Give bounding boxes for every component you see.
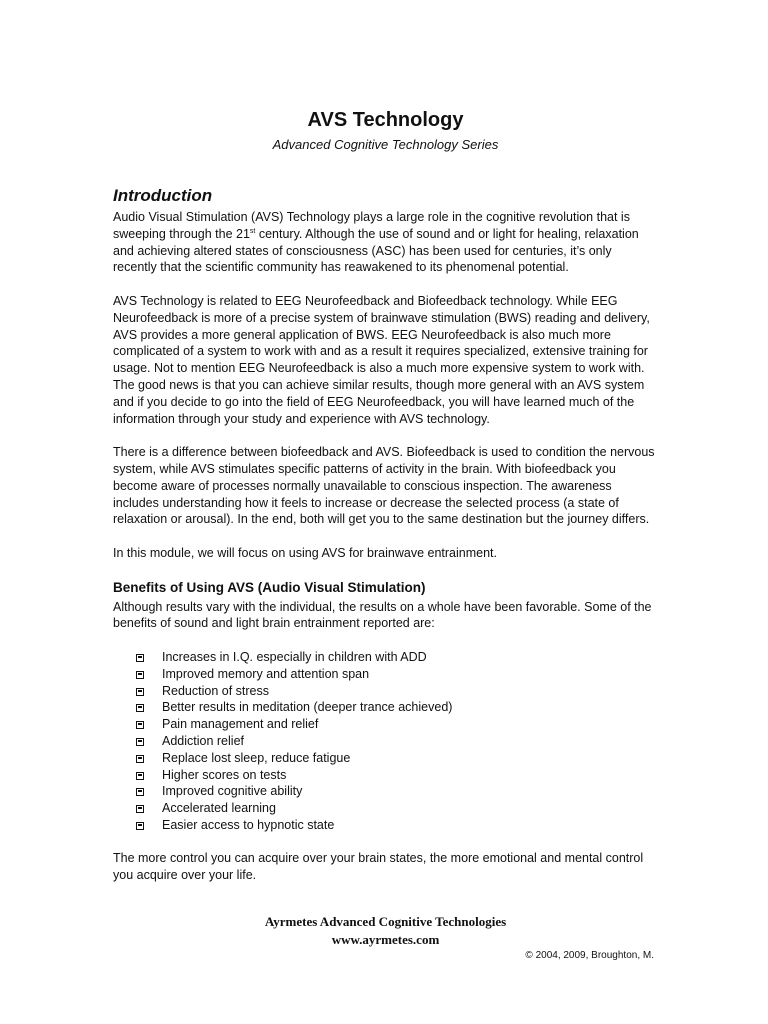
introduction-paragraph-1: [113, 209, 658, 276]
introduction-heading: Introduction: [113, 186, 213, 205]
square-bullet-icon: [136, 671, 144, 679]
intro-p1-text-b: century. Although the use of sound and or light for healing, relaxation and achieving altered states of consciousness (ASC) has been used for centuries, it’s only recently that the scientific community has reawakened to its phenomenal potential.: [113, 226, 639, 275]
list-item: [136, 716, 658, 733]
list-item-text: Accelerated learning: [162, 801, 276, 816]
list-item: [136, 649, 658, 666]
list-item: [136, 699, 658, 716]
document-subtitle: Advanced Cognitive Technology Series: [272, 137, 499, 152]
footer-copyright: © 2004, 2009, Broughton, M.: [525, 950, 654, 961]
benefits-heading: Benefits of Using AVS (Audio Visual Stimulation): [113, 579, 426, 595]
list-item: [136, 783, 658, 800]
list-item-text: Higher scores on tests: [162, 767, 287, 782]
list-item: [136, 800, 658, 817]
list-item: [136, 683, 658, 700]
footer-company-name: Ayrmetes Advanced Cognitive Technologies: [264, 914, 507, 929]
square-bullet-icon: [136, 822, 144, 830]
list-item-text: Easier access to hypnotic state: [162, 817, 335, 832]
square-bullet-icon: [136, 688, 144, 696]
list-item-text: Pain management and relief: [162, 717, 319, 732]
square-bullet-icon: [136, 721, 144, 729]
list-item: [136, 817, 658, 834]
introduction-paragraph-4: In this module, we will focus on using AVS for brainwave entrainment.: [113, 545, 497, 560]
ordinal-suffix: st: [249, 227, 256, 235]
document-title: AVS Technology: [307, 109, 464, 131]
intro-p1-text-a: Audio Visual Stimulation (AVS) Technology plays a large role in the cognitive revolution that is sweeping through the 21: [113, 210, 630, 241]
list-item-text: Increases in I.Q. especially in children with ADD: [162, 649, 427, 664]
list-item: [136, 750, 658, 767]
square-bullet-icon: [136, 755, 144, 763]
list-item-text: Improved memory and attention span: [162, 666, 370, 681]
list-item-text: Addiction relief: [162, 733, 244, 748]
footer-website: www.ayrmetes.com: [331, 932, 440, 947]
benefits-intro: Although results vary with the individual, the results on a whole have been favorable. Some of the benefits of sound and light brain entrainment reported are:: [113, 599, 652, 631]
introduction-paragraph-3: There is a difference between biofeedback and AVS. Biofeedback is used to condition the nervous system, while AVS stimulates specific patterns of activity in the brain. With biofeedback you become aware of processes normally unavailable to conscious inspection. The awareness includes understanding how it feels to increase or decrease the selected process (a state of relaxation or arousal). In the end, both will get you to the same destination but the journey differs.: [113, 445, 655, 527]
square-bullet-icon: [136, 654, 144, 662]
body-text: [113, 209, 658, 901]
list-item-text: Reduction of stress: [162, 683, 269, 698]
square-bullet-icon: [136, 704, 144, 712]
list-item: [136, 733, 658, 750]
square-bullet-icon: [136, 772, 144, 780]
document-page: [113, 0, 658, 1024]
square-bullet-icon: [136, 805, 144, 813]
introduction-paragraph-2: AVS Technology is related to EEG Neurofeedback and Biofeedback technology. While EEG Neurofeedback is more of a precise system of brainwave stimulation (BWS) reading and delivery, AVS provides a more general application of BWS. EEG Neurofeedback is also much more complicated of a system to work with and as a result it requires specialized, extensive training for usage. Not to mention EEG Neurofeedback is also a much more expensive system to work with. The good news is that you can achieve similar results, though more general with an AVS system and if you decide to go into the field of EEG Neurofeedback, you will have learned much of the information through your study and experience with AVS technology.: [113, 293, 650, 426]
square-bullet-icon: [136, 738, 144, 746]
list-item-text: Improved cognitive ability: [162, 784, 303, 799]
list-item-text: Replace lost sleep, reduce fatigue: [162, 750, 351, 765]
square-bullet-icon: [136, 788, 144, 796]
list-item-text: Better results in meditation (deeper trance achieved): [162, 700, 453, 715]
list-item: [136, 767, 658, 784]
benefits-closing-paragraph: The more control you can acquire over your brain states, the more emotional and mental control you acquire over your life.: [113, 851, 644, 883]
benefits-list: [113, 649, 658, 834]
list-item: [136, 666, 658, 683]
